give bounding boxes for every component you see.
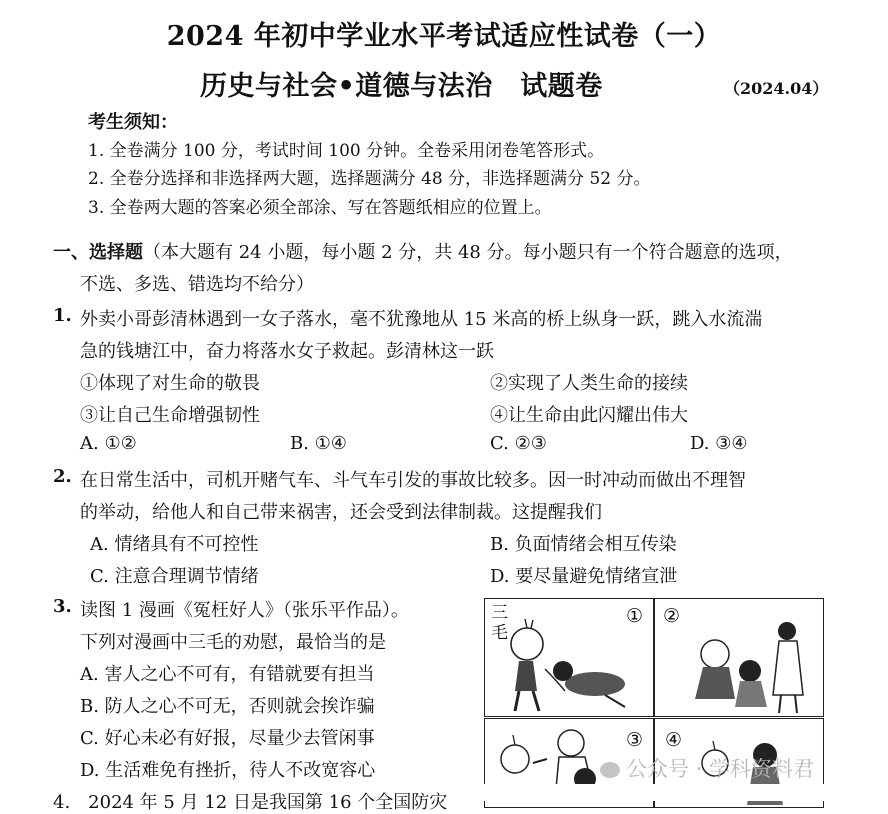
notice-item-2: 2. 全卷分选择和非选择两大题，选择题满分 48 分，非选择题满分 52 分。 (88, 169, 651, 189)
section-header (53, 238, 793, 264)
q1-stem-2: 急的钱塘江中，奋力将落水女子救起。彭清林这一跃 (80, 341, 494, 362)
q4-partial-strip (0, 784, 888, 813)
watermark-text: 公众号 · 学科资料君 (626, 757, 815, 781)
q2-option-a: A. 情绪具有不可控性 (90, 534, 259, 555)
exam-date: （2024.04） (724, 79, 829, 98)
q1-statement-4: ④让生命由此闪耀出伟大 (490, 405, 688, 426)
section-label: 一、选择题 (53, 242, 143, 263)
q2-option-c: C. 注意合理调节情绪 (90, 566, 259, 587)
panel-number-3: ③ (625, 729, 643, 751)
q1-statement-3: ③让自己生命增强韧性 (80, 405, 260, 426)
q2-stem-1: 在日常生活中，司机开赌气车、斗气车引发的事故比较多。因一时冲动而做出不理智 (80, 470, 746, 491)
q3-option-b: B. 防人之心不可无，否则就会挨诈骗 (80, 696, 375, 717)
cartoon-drawing-1 (485, 599, 655, 718)
q1-statement-1: ①体现了对生命的敬畏 (80, 373, 260, 394)
section-desc-2: 不选、多选、错选均不给分） (80, 274, 314, 295)
q3-stem-2: 下列对漫画中三毛的劝慰，最恰当的是 (80, 632, 386, 653)
wechat-icon (600, 762, 620, 778)
exam-subtitle: 历史与社会•道德与法治 试题卷 (200, 71, 603, 102)
q1-number: 1. (53, 305, 72, 326)
panel-number-1: ① (625, 605, 643, 627)
q1-statement-2: ②实现了人类生命的接续 (490, 373, 688, 394)
q2-option-d: D. 要尽量避免情绪宣泄 (490, 566, 678, 587)
watermark (600, 753, 814, 783)
panel-number-2: ② (663, 605, 681, 627)
q1-option-d: D. ③④ (690, 433, 748, 454)
notice-item-1: 1. 全卷满分 100 分，考试时间 100 分钟。全卷采用闭卷笔答形式。 (88, 141, 605, 161)
q3-number: 3. (53, 596, 72, 617)
cartoon-drawing-2 (655, 599, 825, 718)
q2-number: 2. (53, 466, 72, 487)
q4-partial: 4. 2024 年 5 月 12 日是我国第 16 个全国防灾 (53, 792, 448, 813)
q2-stem-2: 的举动，给他人和自己带来祸害，还会受到法律制裁。这提醒我们 (80, 502, 602, 523)
q3-option-d: D. 生活难免有挫折，待人不改宽容心 (80, 760, 376, 781)
q3-option-a: A. 害人之心不可有，有错就要有担当 (80, 664, 375, 685)
notice-heading: 考生须知： (88, 112, 178, 133)
cartoon-panel-1 (484, 598, 654, 717)
q3-stem-1: 读图 1 漫画《冤枉好人》（张乐平作品）。 (80, 600, 409, 621)
section-desc: （本大题有 24 小题，每小题 2 分，共 48 分。每小题只有一个符合题意的选项， (143, 242, 793, 263)
q1-option-a: A. ①② (80, 433, 137, 454)
notice-item-3: 3. 全卷两大题的答案必须全部涂、写在答题纸相应的位置上。 (88, 198, 552, 218)
panel-number-4: ④ (665, 729, 683, 751)
q3-option-c: C. 好心未必有好报，尽量少去管闲事 (80, 728, 375, 749)
q1-option-b: B. ①④ (290, 433, 347, 454)
q1-option-c: C. ②③ (490, 433, 547, 454)
exam-title: 2024 年初中学业水平考试适应性试卷（一） (166, 21, 722, 52)
q2-option-b: B. 负面情绪会相互传染 (490, 534, 677, 555)
sanmao-label: 三毛 (491, 603, 508, 643)
q1-stem-1: 外卖小哥彭清林遇到一女子落水，毫不犹豫地从 15 米高的桥上纵身一跃，跳入水流湍 (80, 309, 763, 330)
cartoon-panel-2 (654, 598, 824, 717)
